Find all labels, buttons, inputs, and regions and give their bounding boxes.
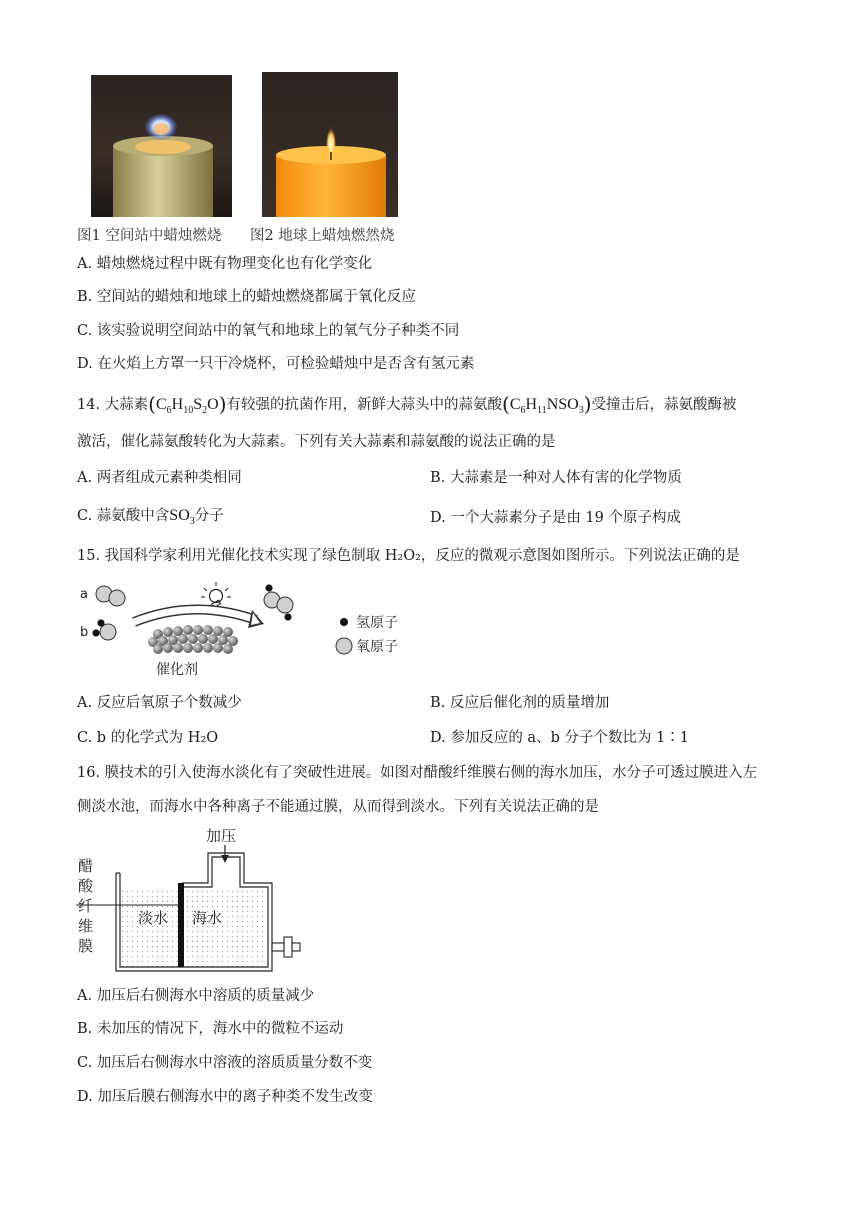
q13-option-a: A. 蜡烛燃烧过程中既有物理变化也有化学变化 — [77, 256, 373, 272]
light-bulb-icon — [201, 582, 231, 608]
q15-option-c: C. b 的化学式为 H₂O — [77, 730, 219, 746]
membrane-label-char: 膜 — [78, 937, 94, 955]
molecule-b — [92, 619, 116, 640]
q15-option-b: B. 反应后催化剂的质量增加 — [430, 695, 610, 711]
valve-icon — [272, 937, 300, 957]
legend — [336, 615, 398, 655]
q14-option-d: D. 一个大蒜素分子是由 19 个原子构成 — [430, 510, 681, 526]
fig2-caption: 图2 地球上蜡烛燃然烧 — [250, 228, 395, 244]
catalyst-particles — [148, 625, 238, 654]
pressure-label: 加压 — [206, 827, 237, 845]
q14-stem-part3: 受撞击后，蒜氨酸酶被 — [591, 397, 737, 413]
molecule-b-label: b — [80, 625, 89, 640]
molecule-a — [96, 586, 125, 606]
q16-option-b: B. 未加压的情况下，海水中的微粒不运动 — [77, 1021, 344, 1037]
q15-option-d: D. 参加反应的 a、b 分子个数比为 1∶1 — [430, 730, 690, 746]
membrane-label-char: 酸 — [78, 877, 94, 895]
q16-stem-line1: 16. 膜技术的引入使海水淡化有了突破性进展。如图对醋酸纤维膜右侧的海水加压，水分子可透过膜进入左 — [77, 765, 758, 781]
membrane — [178, 883, 184, 967]
q16-stem-line2: 侧淡水池，而海水中各种离子不能通过膜，从而得到淡水。下列有关说法正确的是 — [77, 799, 599, 815]
legend-hydrogen: 氢原子 — [356, 615, 398, 631]
molecule-a-label: a — [80, 587, 88, 602]
q16-option-c: C. 加压后右侧海水中溶液的溶质质量分数不变 — [77, 1055, 373, 1071]
earth-candle-photo — [262, 72, 398, 217]
q14-option-b: B. 大蒜素是一种对人体有害的化学物质 — [430, 470, 682, 486]
q13-option-c: C. 该实验说明空间站中的氧气和地球上的氧气分子种类不同 — [77, 323, 460, 339]
fresh-water-label: 淡水 — [138, 909, 169, 927]
q14-option-a: A. 两者组成元素种类相同 — [77, 470, 242, 486]
alliin-formula: $C_6H_{11}NSO_3$ — [509, 396, 584, 416]
membrane-label-char: 纤 — [78, 897, 94, 915]
allicin-formula: $C_6H_{10}S_2O$ — [155, 396, 219, 416]
membrane-label-char: 醋 — [78, 857, 94, 875]
q14-stem-line2: 激活，催化蒜氨酸转化为大蒜素。下列有关大蒜素和蒜氨酸的说法正确的是 — [77, 434, 556, 450]
photocatalysis-diagram — [74, 578, 434, 680]
space-candle-photo — [91, 75, 232, 217]
q15-option-a: A. 反应后氧原子个数减少 — [77, 695, 242, 711]
q16-option-d: D. 加压后膜右侧海水中的离子种类不发生改变 — [77, 1089, 373, 1105]
q15-stem: 15. 我国科学家利用光催化技术实现了绿色制取 H₂O₂，反应的微观示意图如图所示。下列说法正确的是 — [77, 548, 740, 564]
sea-water-label: 海水 — [192, 909, 223, 927]
catalyst-label: 催化剂 — [156, 662, 198, 678]
q14-stem-line1: 14. 大蒜素$(C_6H_{10}S_2O)$有较强的抗菌作用，新鲜大蒜头中的蒜氨酸$(C_6H_{11}NSO_3)$受撞击后，蒜氨酸酶被 — [77, 392, 737, 416]
q14-option-c: C. 蒜氨酸中含$SO_3$分子 — [77, 507, 224, 527]
q13-option-b: B. 空间站的蜡烛和地球上的蜡烛燃烧都属于氧化反应 — [77, 289, 416, 305]
desalination-diagram — [76, 825, 312, 975]
q14-stem-part2: 有较强的抗菌作用，新鲜大蒜头中的蒜氨酸 — [226, 397, 502, 413]
legend-oxygen: 氧原子 — [356, 639, 398, 655]
product-molecule — [264, 584, 293, 620]
membrane-label-char: 维 — [78, 917, 94, 935]
fig1-caption: 图1 空间站中蜡烛燃烧 — [77, 228, 222, 244]
q13-option-d: D. 在火焰上方罩一只干冷烧杯，可检验蜡烛中是否含有氢元素 — [77, 356, 475, 372]
q16-option-a: A. 加压后右侧海水中溶质的质量减少 — [77, 988, 315, 1004]
q14-stem-part1: 14. 大蒜素 — [77, 397, 149, 413]
